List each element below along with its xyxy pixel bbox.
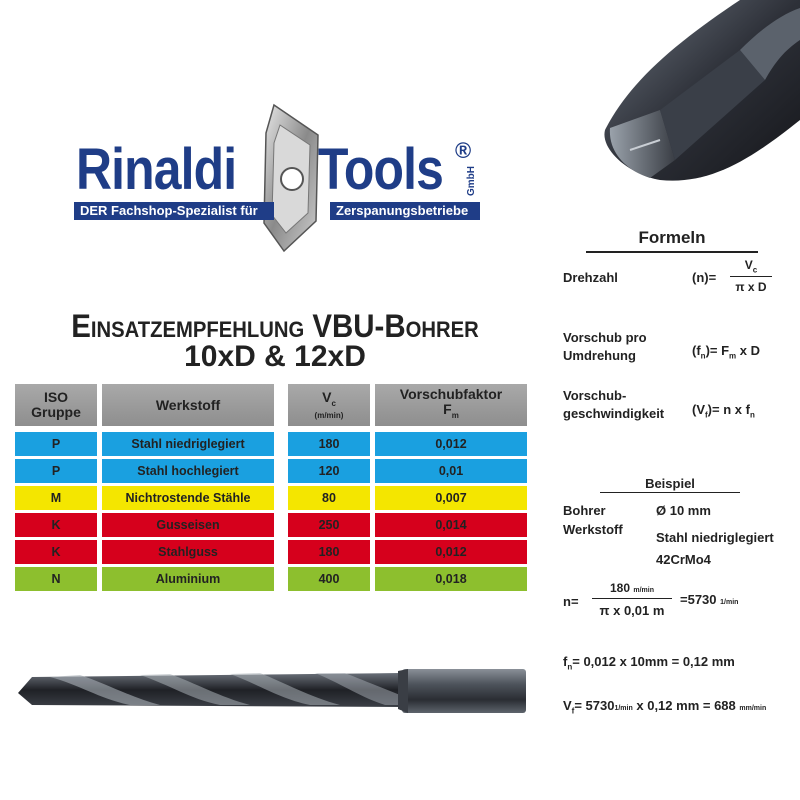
drehzahl-numerator: $V_c$ bbox=[744, 258, 758, 275]
cell-material: Nichtrostende Stähle bbox=[102, 486, 274, 510]
cell-iso: P bbox=[15, 432, 97, 456]
logo-word-rinaldi: Rinaldi bbox=[76, 137, 237, 202]
cell-iso: M bbox=[15, 486, 97, 510]
bohrer-label: Bohrer bbox=[563, 503, 606, 518]
header-iso: ISO Gruppe bbox=[15, 384, 97, 426]
vgeschw-formula: $(V_f)= n$ x $f_n$ bbox=[692, 402, 755, 420]
drill-image bbox=[10, 655, 530, 725]
cell-material: Stahl hochlegiert bbox=[102, 459, 274, 483]
vf-example: $V_f= 57301/\min$ x 0,12 mm = 688 mm/min bbox=[563, 698, 767, 716]
example-heading-underline bbox=[600, 492, 740, 493]
werkstoff-label: Werkstoff bbox=[563, 522, 623, 537]
cell-vc: 80 bbox=[288, 486, 370, 510]
fn-example: $f_n= 0,012$ x 10mm = 0,12 mm bbox=[563, 654, 735, 672]
vorschub-label-2: Umdrehung bbox=[563, 348, 636, 363]
cell-vc: 400 bbox=[288, 567, 370, 591]
cell-iso: N bbox=[15, 567, 97, 591]
header-vc: $V_c$ (m/min) bbox=[288, 384, 370, 426]
cell-vc: 250 bbox=[288, 513, 370, 537]
n-result: =5730 1/min bbox=[680, 592, 739, 607]
cell-factor: 0,012 bbox=[375, 540, 527, 564]
n-fraction-line bbox=[592, 598, 672, 599]
drehzahl-denominator: π x D bbox=[735, 280, 767, 294]
cell-factor: 0,012 bbox=[375, 432, 527, 456]
example-heading: Beispiel bbox=[645, 476, 695, 491]
vorschub-label-1: Vorschub pro bbox=[563, 330, 647, 345]
drehzahl-label: Drehzahl bbox=[563, 270, 618, 285]
logo bbox=[0, 0, 500, 240]
page-subtitle: 10xD & 12xD bbox=[184, 340, 366, 373]
drehzahl-fraction-line bbox=[730, 276, 772, 277]
header-material: Werkstoff bbox=[102, 384, 274, 426]
werkstoff-value-1: Stahl niedriglegiert bbox=[656, 530, 774, 545]
cell-factor: 0,01 bbox=[375, 459, 527, 483]
logo-tagline-left: DER Fachshop-Spezialist für bbox=[74, 202, 274, 220]
logo-gmbh: GmbH bbox=[466, 166, 477, 196]
drill-tip-image bbox=[590, 0, 800, 190]
n-denominator: π x 0,01 m bbox=[599, 603, 665, 618]
cell-vc: 120 bbox=[288, 459, 370, 483]
cell-vc: 180 bbox=[288, 432, 370, 456]
cell-iso: K bbox=[15, 540, 97, 564]
cell-factor: 0,007 bbox=[375, 486, 527, 510]
vgeschw-label-1: Vorschub- bbox=[563, 388, 627, 403]
formulas-heading: Formeln bbox=[638, 228, 706, 247]
n-lhs: n= bbox=[563, 594, 579, 609]
logo-tagline-right: Zerspanungsbetriebe bbox=[330, 202, 480, 220]
logo-registered: ® bbox=[455, 138, 472, 163]
bohrer-value: Ø 10 mm bbox=[656, 503, 711, 518]
drehzahl-lhs: (n)= bbox=[692, 270, 717, 285]
cell-factor: 0,018 bbox=[375, 567, 527, 591]
cell-material: Gusseisen bbox=[102, 513, 274, 537]
n-numerator: 180 m/min bbox=[610, 581, 654, 595]
cell-iso: P bbox=[15, 459, 97, 483]
cell-vc: 180 bbox=[288, 540, 370, 564]
cell-iso: K bbox=[15, 513, 97, 537]
cell-material: Stahl niedriglegiert bbox=[102, 432, 274, 456]
werkstoff-value-2: 42CrMo4 bbox=[656, 552, 711, 567]
header-factor: Vorschubfaktor $F_m$ bbox=[375, 384, 527, 426]
formulas-heading-underline bbox=[586, 251, 758, 253]
vorschub-formula: $(f_n)= F_m$ x D bbox=[692, 343, 761, 361]
cell-material: Stahlguss bbox=[102, 540, 274, 564]
title-line1: Einsatzempfehlung VBU-Bohrer bbox=[71, 308, 479, 344]
vgeschw-label-2: geschwindigkeit bbox=[563, 406, 665, 421]
cell-factor: 0,014 bbox=[375, 513, 527, 537]
cell-material: Aluminium bbox=[102, 567, 274, 591]
logo-word-tools: Tools bbox=[318, 137, 444, 202]
